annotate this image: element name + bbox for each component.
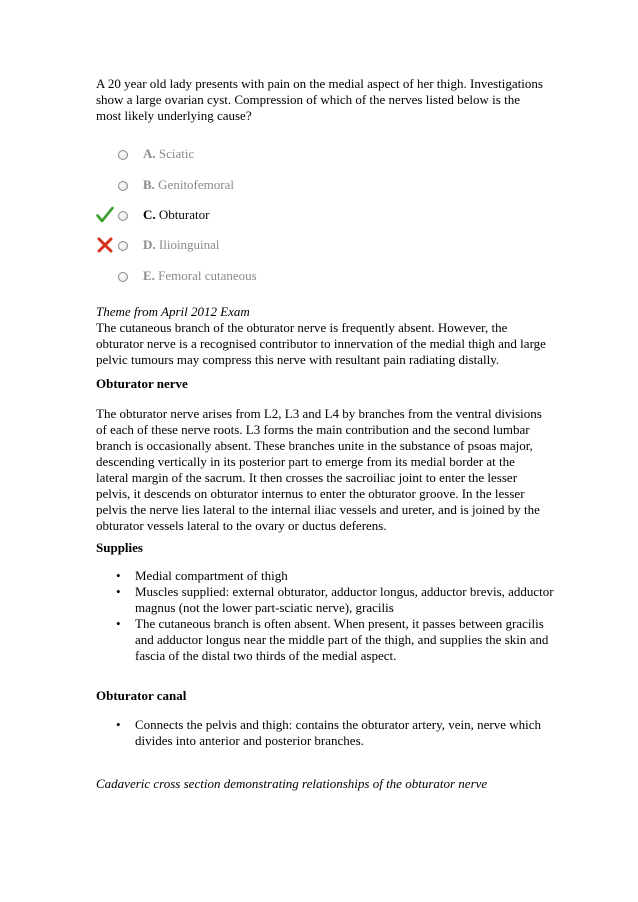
option-b[interactable] — [0, 176, 638, 196]
bullet-icon: • — [116, 568, 121, 583]
explanation-text: The cutaneous branch of the obturator nerve is frequently absent. However, the obturator nerve is a recognised contributor to innervation of the medial thigh and large pelvic tumours may compress this nerve with resultant pain radiating distally. — [96, 320, 546, 367]
obturator-nerve-heading: Obturator nerve — [96, 376, 188, 391]
radio-icon[interactable] — [118, 272, 128, 282]
list-item: • Muscles supplied: external obturator, adductor longus, adductor brevis, adductor magnus (not the lower part-sciatic nerve), gracilis — [116, 584, 554, 615]
theme-label: Theme from April 2012 Exam — [96, 304, 250, 319]
radio-icon[interactable] — [118, 181, 128, 191]
list-item: • Connects the pelvis and thigh: contains the obturator artery, vein, nerve which divides into anterior and posterior branches. — [116, 717, 542, 748]
option-label: B. Genitofemoral — [143, 177, 234, 192]
radio-icon[interactable] — [118, 150, 128, 160]
bullet-icon: • — [116, 584, 121, 599]
option-e[interactable] — [0, 267, 638, 287]
list-item: • Medial compartment of thigh — [116, 568, 288, 583]
list-item: • The cutaneous branch is often absent. When present, it passes between gracilis and adductor longus near the middle part of the thigh, and supplies the skin and fascia of the distal two thirds of the medial aspect. — [116, 616, 549, 663]
option-a[interactable] — [0, 145, 638, 165]
option-label: E. Femoral cutaneous — [143, 268, 257, 283]
radio-icon[interactable] — [118, 211, 128, 221]
check-icon — [96, 206, 114, 224]
option-label: C. Obturator — [143, 207, 210, 222]
radio-icon[interactable] — [118, 241, 128, 251]
question-text: A 20 year old lady presents with pain on the medial aspect of her thigh. Investigations show a large ovarian cyst. Compression of which of the nerves listed below is the most likely underlying cause? — [96, 76, 543, 123]
option-c[interactable] — [0, 206, 638, 226]
bullet-icon: • — [116, 616, 121, 631]
cross-icon — [96, 236, 114, 254]
option-label: A. Sciatic — [143, 146, 195, 161]
obturator-canal-heading: Obturator canal — [96, 688, 187, 703]
bullet-icon: • — [116, 717, 121, 732]
supplies-heading: Supplies — [96, 540, 143, 555]
option-d[interactable] — [0, 236, 638, 256]
supplies-list — [96, 568, 556, 664]
canal-list — [96, 717, 556, 749]
obturator-nerve-text: The obturator nerve arises from L2, L3 and L4 by branches from the ventral divisions of each of these nerve roots. L3 forms the main contribution and the second lumbar branch is occasionally absent. These branches unite in the substance of psoas major, descending vertically in its posterior part to emerge from its medial border at the lateral margin of the sacrum. It then crosses the sacroiliac joint to enter the lesser pelvis, it descends on obturator internus to enter the obturator groove. In the lesser pelvis the nerve lies lateral to the internal iliac vessels and ureter, and is joined by the obturator vessels lateral to the ovary or ductus deferens. — [96, 406, 542, 533]
figure-caption: Cadaveric cross section demonstrating relationships of the obturator nerve — [96, 776, 488, 791]
option-label: D. Ilioinguinal — [143, 237, 220, 252]
